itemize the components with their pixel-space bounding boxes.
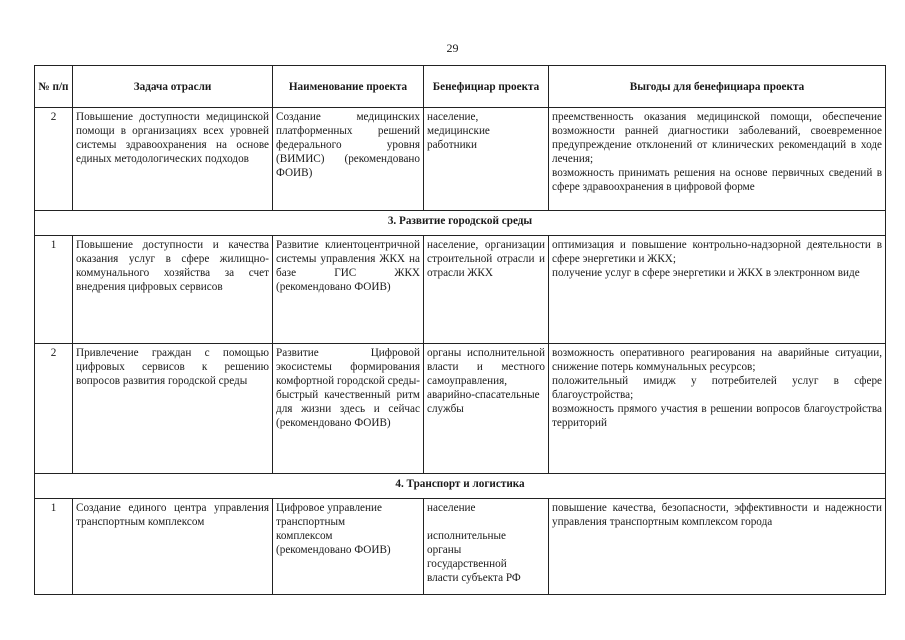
table-header-row: [35, 66, 886, 108]
row-benefits: повышение качества, безопасности, эффективности и надежности управления транспортным комплексом города: [549, 499, 886, 595]
row-task: Повышение доступности медицинской помощи в организациях всех уровней системы здравоохранения на основе единых методологических подходов: [73, 108, 273, 211]
row-num: 2: [35, 108, 73, 211]
page-number: 29: [446, 41, 459, 55]
header-benefits: Выгоды для бенефициара проекта: [549, 66, 886, 108]
section-title: 3. Развитие городской среды: [35, 211, 886, 236]
row-num: 2: [35, 344, 73, 474]
header-beneficiary: Бенефициар проекта: [424, 66, 549, 108]
benefit-item: получение услуг в сфере энергетики и ЖКХ в электронном виде: [552, 267, 860, 279]
beneficiary-line: власти субъекта РФ: [427, 572, 521, 584]
beneficiary-line: органы: [427, 544, 462, 556]
table-row: [35, 499, 886, 595]
row-task: Привлечение граждан с помощью цифровых сервисов к решению вопросов развития городской среды: [73, 344, 273, 474]
project-line: транспортным: [276, 516, 346, 528]
row-project: [273, 499, 424, 595]
table-row: [35, 108, 886, 211]
row-task: Создание единого центра управления транспортным комплексом: [73, 499, 273, 595]
row-beneficiary: [424, 499, 549, 595]
row-num: 1: [35, 499, 73, 595]
row-project: Развитие клиентоцентричной системы управления ЖКХ на базе ГИС ЖКХ (рекомендовано ФОИВ): [273, 236, 424, 344]
beneficiary-line: государственной: [427, 558, 507, 570]
section-row: [35, 474, 886, 499]
row-num: 1: [35, 236, 73, 344]
header-task: Задача отрасли: [73, 66, 273, 108]
table-row: [35, 344, 886, 474]
projects-table: [34, 65, 886, 595]
header-num: № п/п: [35, 66, 73, 108]
row-benefits: [549, 236, 886, 344]
beneficiary-line: население,: [427, 111, 479, 123]
table-row: [35, 236, 886, 344]
benefit-item: положительный имидж у потребителей услуг в сфере благоустройства;: [552, 375, 882, 401]
header-project: Наименование проекта: [273, 66, 424, 108]
row-project: Развитие Цифровой экосистемы формирования комфортной городской среды-быстрый качественный ритм для жизни здесь и сейчас (рекомендовано ФОИВ): [273, 344, 424, 474]
row-beneficiary: органы исполнительной власти и местного самоуправления, аварийно-спасательные службы: [424, 344, 549, 474]
beneficiary-line: население: [427, 502, 476, 514]
row-benefits: [549, 344, 886, 474]
benefit-item: оптимизация и повышение контрольно-надзорной деятельности в сфере энергетики и ЖКХ;: [552, 239, 882, 265]
row-beneficiary: население, организации строительной отрасли и отрасли ЖКХ: [424, 236, 549, 344]
beneficiary-line: исполнительные: [427, 530, 506, 542]
section-row: [35, 211, 886, 236]
row-benefits: [549, 108, 886, 211]
benefit-item: преемственность оказания медицинской помощи, обеспечение возможности ранней диагностики заболеваний, своевременное предупреждение отклонений от клинических рекомендаций в ходе лечения;: [552, 111, 882, 165]
row-task: Повышение доступности и качества оказания услуг в сфере жилищно-коммунального хозяйства за счет внедрения цифровых сервисов: [73, 236, 273, 344]
benefit-item: возможность прямого участия в решении вопросов благоустройства территорий: [552, 403, 882, 429]
section-title: 4. Транспорт и логистика: [35, 474, 886, 499]
row-beneficiary: [424, 108, 549, 211]
project-line: (рекомендовано ФОИВ): [276, 544, 391, 556]
beneficiary-line: медицинские: [427, 125, 490, 137]
spacer: [427, 515, 545, 529]
beneficiary-line: работники: [427, 139, 477, 151]
benefit-item: возможность принимать решения на основе первичных сведений в сфере здравоохранения в цифровой форме: [552, 167, 882, 193]
project-line: Цифровое управление: [276, 502, 382, 514]
row-project: Создание медицинских платформенных решений федерального уровня (ВИМИС) (рекомендовано ФОИВ): [273, 108, 424, 211]
benefit-item: возможность оперативного реагирования на аварийные ситуации, снижение потерь коммунальных ресурсов;: [552, 347, 882, 373]
project-line: комплексом: [276, 530, 333, 542]
